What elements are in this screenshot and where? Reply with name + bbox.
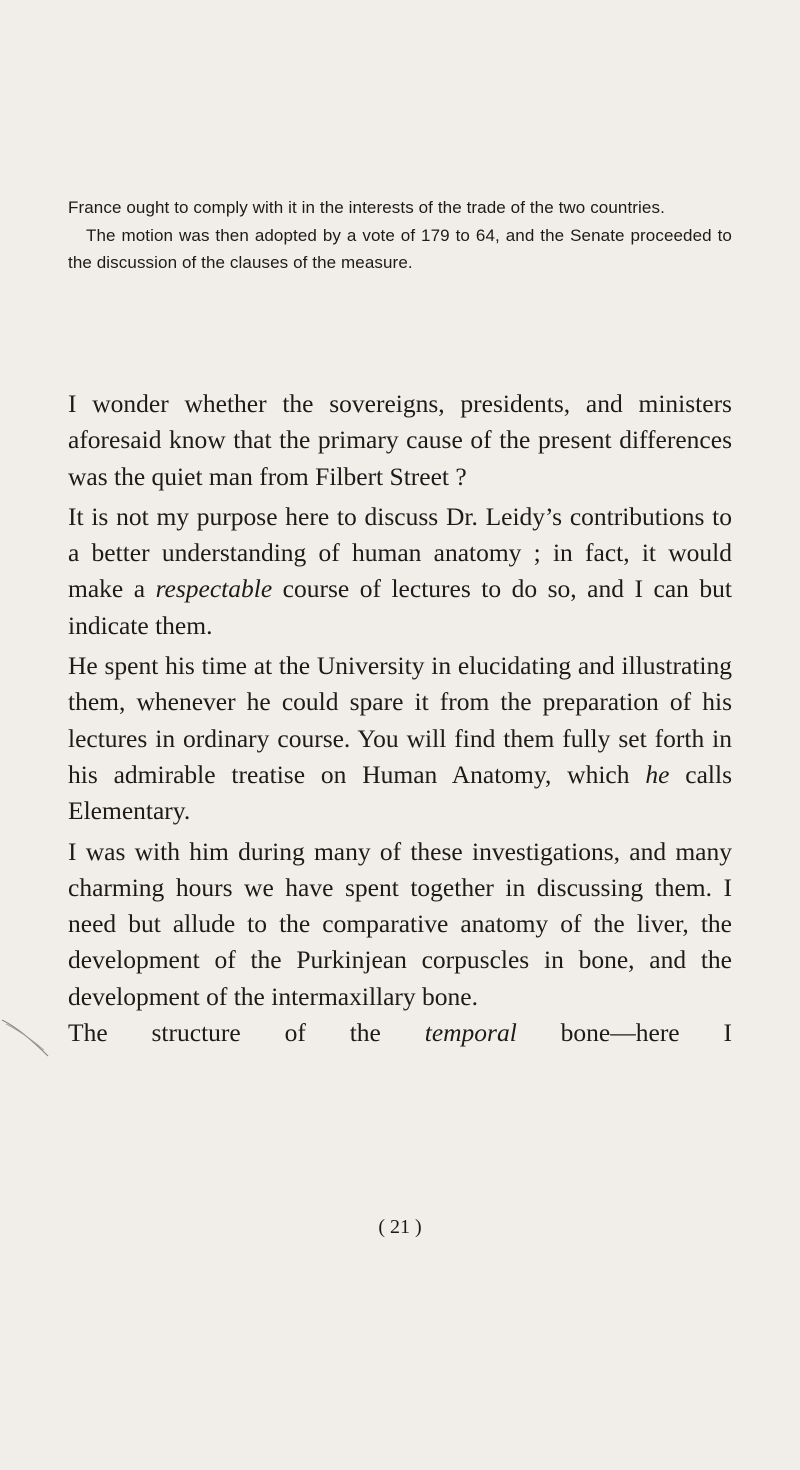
- text-run: bone—here I: [516, 1018, 732, 1048]
- text-run: He spent his time at the University in elucidating and illustrating them, whenever he could spare it from the preparation of his lectures in ordinary course. You will find them fully set forth in his admirable treatise on Human Anatomy, which: [68, 651, 732, 789]
- quote-text: The motion was then adopted by a vote of 179 to 64, and the Senate proceeded to the discussion of the clauses of the measure.: [68, 225, 732, 272]
- paragraph-2: [68, 499, 732, 644]
- text-run: calls Elementary.: [68, 759, 732, 826]
- quote-text: France ought to comply with it in the interests of the trade of the two countries.: [68, 198, 665, 217]
- italic-word: he: [645, 759, 670, 789]
- italic-word: temporal: [424, 1018, 517, 1048]
- paragraph-5: [68, 1015, 732, 1051]
- page-number: ( 21 ): [378, 1216, 422, 1238]
- quote-paragraph-1: [68, 194, 732, 222]
- paragraph-1: I wonder whether the sovereigns, presidents, and ministers aforesaid know that the primary cause of the present differences was the quiet man from Filbert Street ?: [68, 389, 732, 491]
- main-text: [68, 386, 732, 1051]
- margin-pencil-mark: [0, 1008, 60, 1068]
- quoted-passage: [68, 194, 732, 277]
- paragraph-3: [68, 648, 732, 829]
- paragraph-4: I was with him during many of these investigations, and many charming hours we have spent together in discussing them. I need but allude to the comparative anatomy of the liver, the development of the Purkinjean corpuscles in bone, and the development of the intermaxillary bone.: [68, 836, 732, 1011]
- text-run: The structure of the: [68, 1018, 425, 1048]
- text-run: It is not my purpose here to discuss Dr. Leidy’s contributions to a better understanding of human anatomy ; in fact, it would make a: [68, 501, 732, 604]
- text-run: course of lectures to do so, and I can but indicate them.: [68, 574, 732, 640]
- quote-paragraph-2: [68, 222, 732, 277]
- italic-word: respectable: [155, 574, 273, 604]
